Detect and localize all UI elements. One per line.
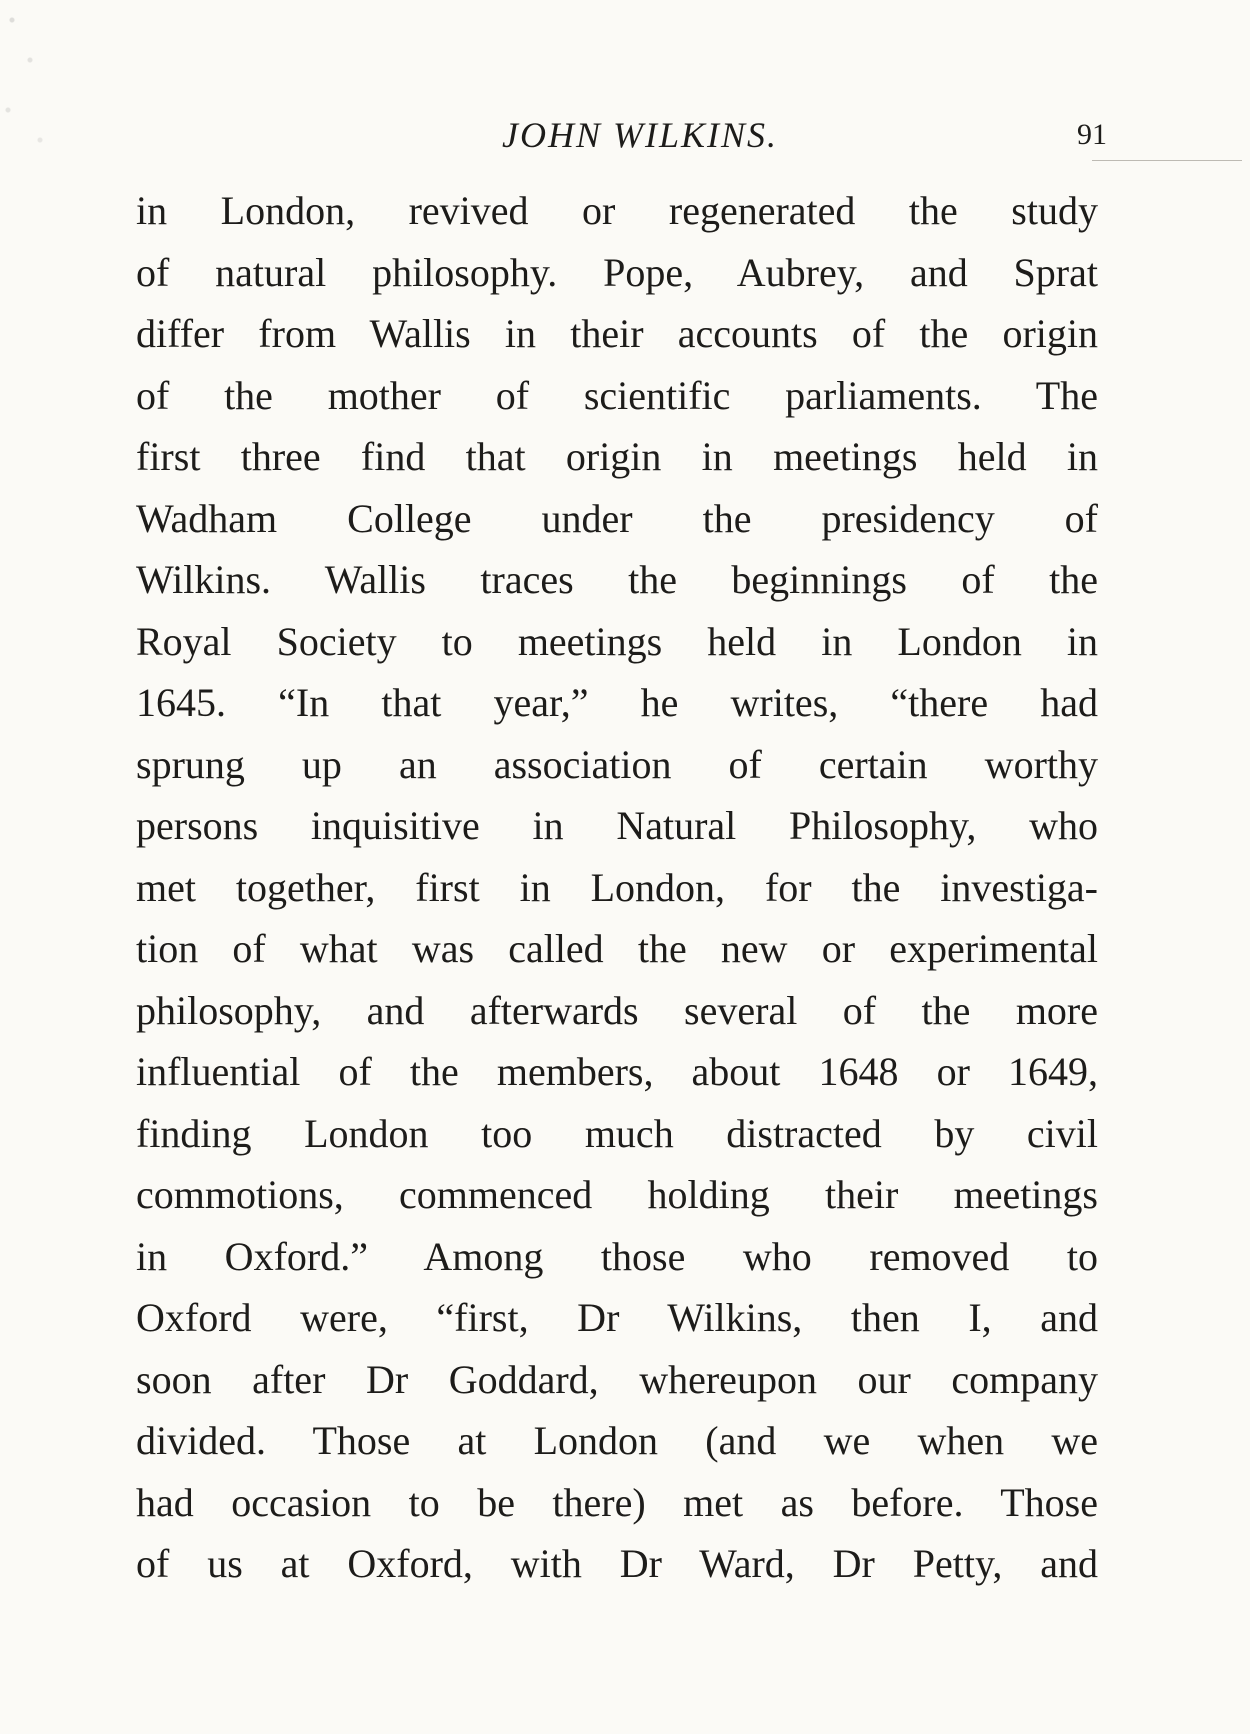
text-line: of us at Oxford, with Dr Ward, Dr Petty, and [136,1541,1098,1586]
text-line: tion of what was called the new or experimental [136,926,1098,971]
text-line: differ from Wallis in their accounts of the origin [136,311,1098,356]
body-text [136,180,1098,1595]
text-line: persons inquisitive in Natural Philosophy, who [136,803,1098,848]
text-line: Royal Society to meetings held in London in [136,618,1098,664]
text-line: in London, revived or regenerated the study [136,188,1098,233]
text-line: commotions, commenced holding their meetings [136,1172,1098,1217]
text-line: divided. Those at London (and we when we [136,1418,1098,1463]
text-line: of the mother of scientific parliaments. The [136,372,1098,418]
text-line: sprung up an association of certain worthy [136,741,1098,787]
text-line: 1645. “In that year,” he writes, “there had [136,680,1098,725]
text-line: philosophy, and afterwards several of the more [136,987,1098,1033]
text-line: in Oxford.” Among those who removed to [136,1233,1098,1279]
text-line: finding London too much distracted by civil [136,1110,1098,1156]
text-line: influential of the members, about 1648 or 1649, [136,1049,1098,1094]
text-line: soon after Dr Goddard, whereupon our company [136,1356,1098,1402]
running-title: JOHN WILKINS. [502,115,778,155]
text-line: Wilkins. Wallis traces the beginnings of the [136,557,1098,602]
text-line: Oxford were, “first, Dr Wilkins, then I, and [136,1295,1098,1340]
page-number: 91 [1077,118,1107,151]
text-line: of natural philosophy. Pope, Aubrey, and Sprat [136,249,1098,295]
text-line: first three find that origin in meetings held in [136,434,1098,479]
text-line: Wadham College under the presidency of [136,495,1098,541]
text-line: had occasion to be there) met as before. Those [136,1479,1098,1525]
running-head [0,114,1250,164]
header-rule [1092,160,1242,161]
text-line: met together, first in London, for the investiga- [136,864,1098,910]
